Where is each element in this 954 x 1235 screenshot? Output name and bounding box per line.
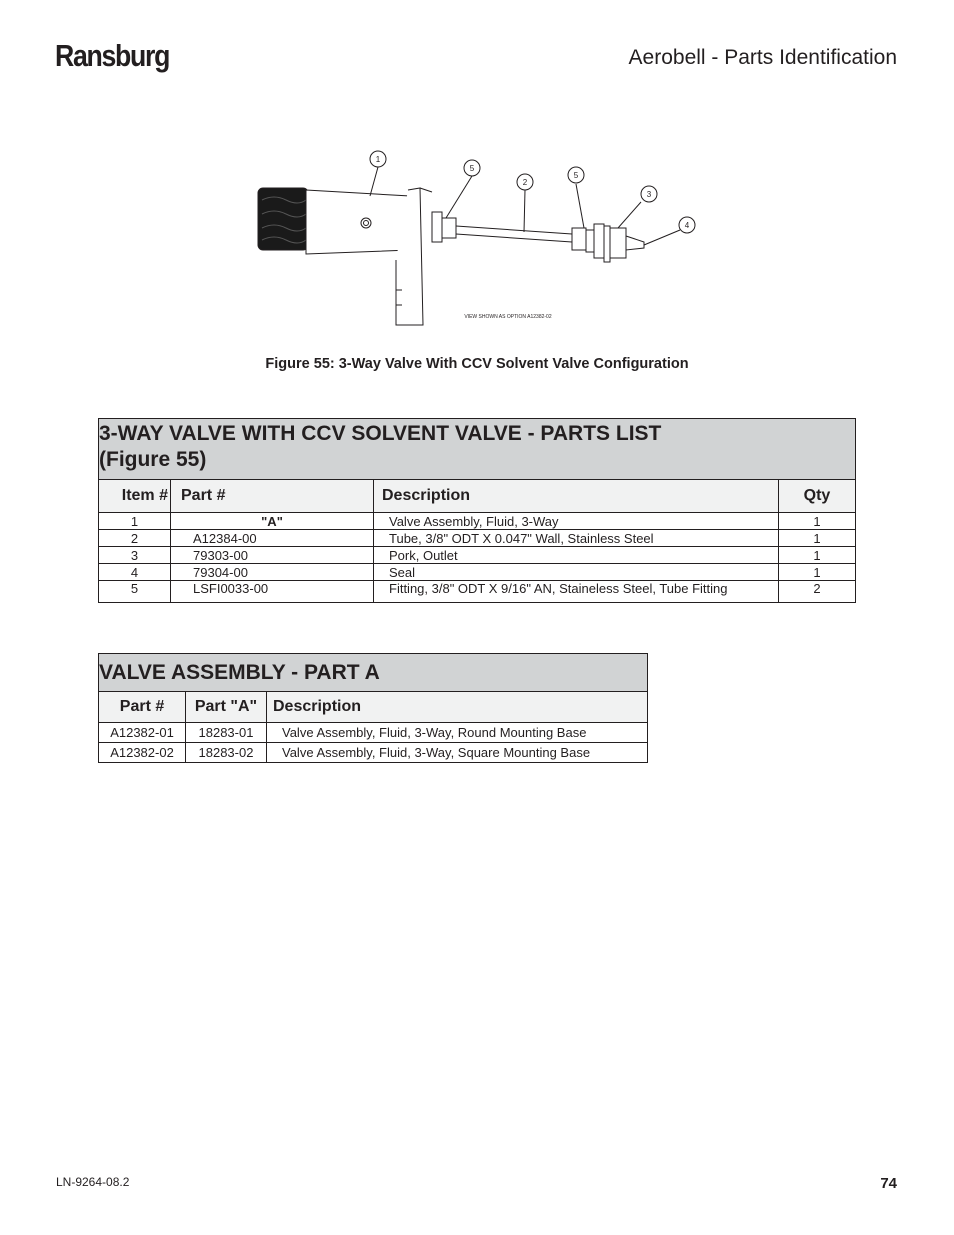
table-row [99,581,856,603]
col-part: Part # [171,480,374,513]
parts-list-title-line1: 3-WAY VALVE WITH CCV SOLVENT VALVE - PARTS LIST [99,422,662,445]
cell-qty: 1 [779,547,856,564]
callout-label-1: 1 [375,155,381,164]
valve-diagram [240,140,720,335]
parts-list-title-line2: (Figure 55) [99,448,207,471]
document-id: LN-9264-08.2 [56,1175,130,1189]
table-row [99,530,856,547]
callout-label-3: 3 [646,190,652,199]
valve-assembly-table [98,653,648,763]
parts-list-title [99,419,856,480]
cell-description: Fitting, 3/8" ODT X 9/16" AN, Staineless Steel, Tube Fitting [374,581,779,603]
col-qty: Qty [779,480,856,513]
callout-label-5a: 5 [469,164,475,173]
cell-part: 79303-00 [171,547,374,564]
cell-description: Seal [374,564,779,581]
cell-qty: 1 [779,513,856,530]
cell-item: 1 [99,513,171,530]
col-description: Description [374,480,779,513]
figure-caption: Figure 55: 3-Way Valve With CCV Solvent Valve Configuration [265,356,689,372]
col-part: Part # [99,692,186,723]
cell-part: A12384-00 [171,530,374,547]
page-number: 74 [880,1175,897,1192]
col-item: Item # [99,480,171,513]
col-description: Description [267,692,648,723]
view-note: VIEW SHOWN AS OPTION A12382-02 [464,314,552,320]
cell-description: Tube, 3/8" ODT X 0.047" Wall, Stainless Steel [374,530,779,547]
cell-item: 3 [99,547,171,564]
cell-description: Valve Assembly, Fluid, 3-Way [374,513,779,530]
parts-list-header [99,480,856,513]
cell-part: "A" [171,513,374,530]
cell-part: 79304-00 [171,564,374,581]
valve-assembly-header [99,692,648,723]
callout-label-4: 4 [684,221,690,230]
callout-label-5b: 5 [573,171,579,180]
cell-qty: 1 [779,564,856,581]
callout-label-2: 2 [522,178,528,187]
cell-part: A12382-02 [99,743,186,763]
table-row [99,547,856,564]
table-row [99,723,648,743]
cell-item: 4 [99,564,171,581]
cell-part: A12382-01 [99,723,186,743]
cell-description: Pork, Outlet [374,547,779,564]
cell-qty: 1 [779,530,856,547]
valve-assembly-title: VALVE ASSEMBLY - PART A [99,654,648,692]
cell-part-a: 18283-01 [186,723,267,743]
parts-list-table [98,418,856,603]
section-title: Aerobell - Parts Identification [628,46,897,69]
cell-part: LSFI0033-00 [171,581,374,603]
cell-description: Valve Assembly, Fluid, 3-Way, Square Mounting Base [267,743,648,763]
table-row [99,564,856,581]
brand-logo: Ransburg [55,38,170,73]
col-part-a: Part "A" [186,692,267,723]
cell-item: 5 [99,581,171,603]
cell-part-a: 18283-02 [186,743,267,763]
table-row [99,513,856,530]
table-row [99,743,648,763]
cell-item: 2 [99,530,171,547]
cell-qty: 2 [779,581,856,603]
cell-description: Valve Assembly, Fluid, 3-Way, Round Mounting Base [267,723,648,743]
